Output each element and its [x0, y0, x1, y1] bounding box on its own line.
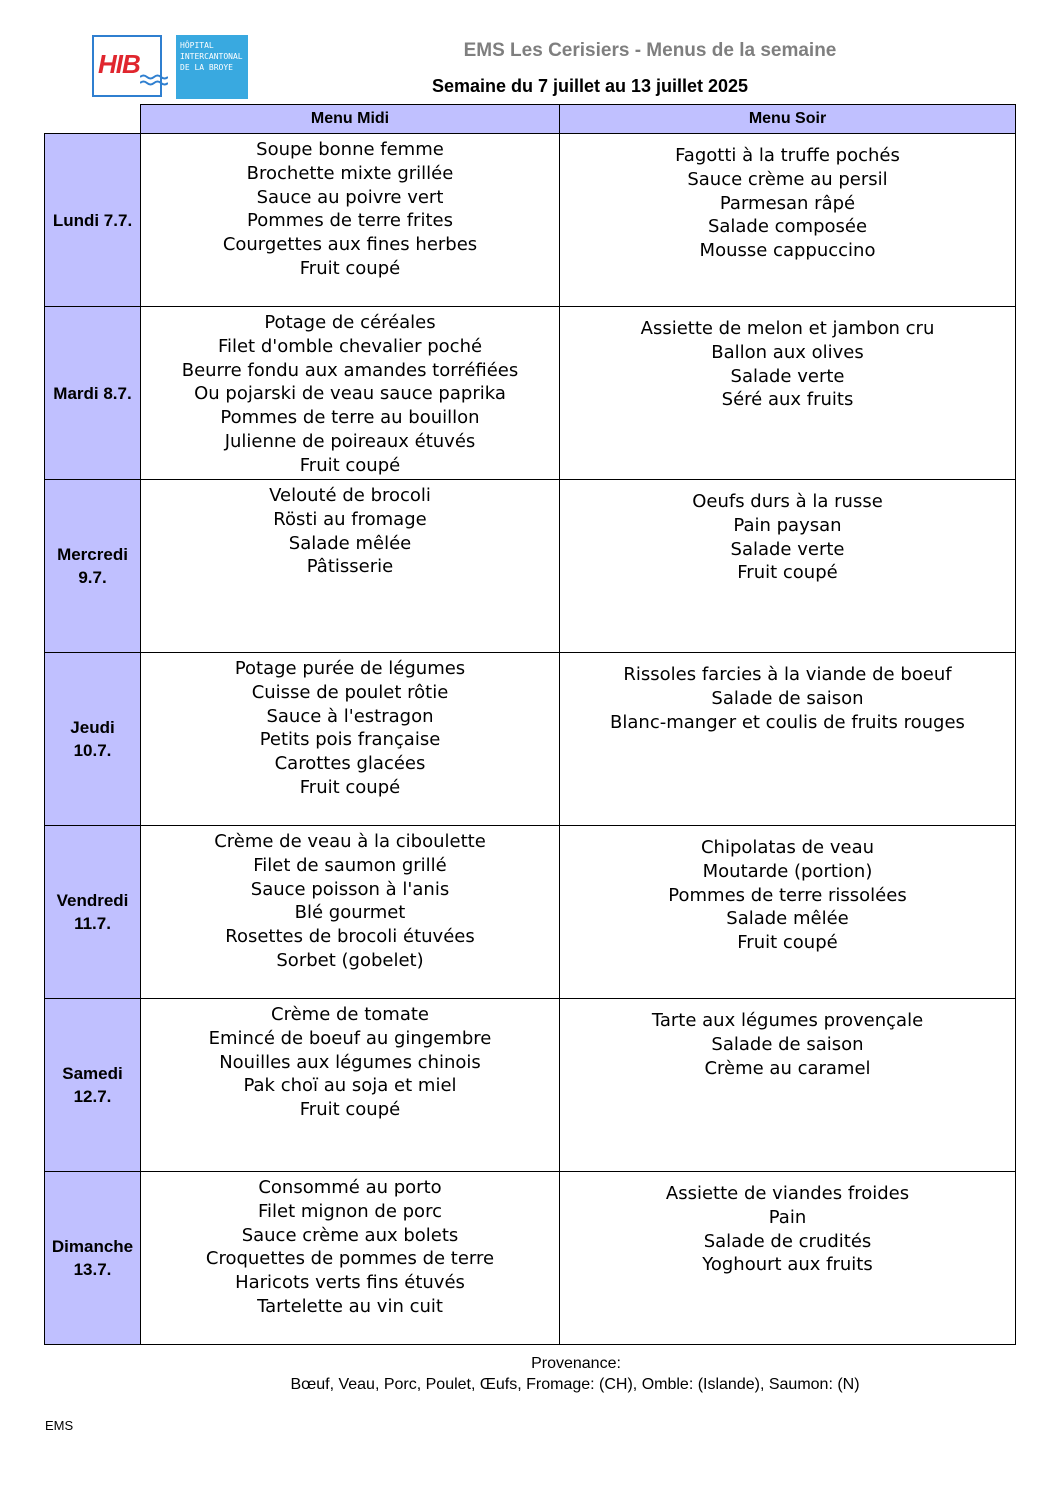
dish-item: Oeufs durs à la russe [692, 491, 883, 512]
dish-item: Sorbet (gobelet) [276, 949, 424, 971]
day-label-cell [45, 480, 141, 653]
menu-soir-list [560, 999, 1015, 1080]
dish-item: Croquettes de pommes de terre [205, 1248, 495, 1270]
day-label: 12.7. [73, 1087, 112, 1106]
day-label: Lundi 7.7. [52, 210, 133, 230]
menu-midi-cell [141, 307, 560, 480]
waves-icon [140, 73, 168, 87]
dish-item: Mousse cappuccino [699, 240, 876, 262]
dish-item: Filet d'omble chevalier poché [217, 335, 483, 357]
footer-text: EMS [45, 1418, 74, 1433]
day-label: 11.7. [74, 914, 111, 933]
hospital-name-block [176, 35, 248, 99]
dish-item: Salade de crudités [703, 1230, 872, 1252]
dish-item: Sauce à l'estragon [266, 705, 434, 727]
dish-item: Pommes de terre rissolées [668, 884, 907, 906]
dish-item: Assiette de melon et jambon cru [640, 318, 935, 339]
menu-soir-cell [560, 480, 1016, 653]
dish-item: Parmesan râpé [719, 192, 856, 214]
menu-table-body [45, 134, 1016, 1345]
dish-item: Sauce crème au persil [687, 168, 888, 190]
hospital-logo [92, 35, 248, 99]
table-row [45, 307, 1016, 480]
menu-midi-cell [141, 1172, 560, 1345]
dish-item: Potage de céréales [264, 312, 436, 333]
dish-item: Haricots verts fins étuvés [235, 1272, 465, 1294]
dish-item: Consommé au porto [258, 1177, 442, 1198]
week-subtitle: Semaine du 7 juillet au 13 juillet 2025 [431, 76, 749, 96]
dish-item: Sauce au poivre vert [256, 186, 444, 208]
menu-midi-list [141, 826, 559, 973]
table-row [45, 134, 1016, 307]
dish-item: Courgettes aux fines herbes [222, 234, 478, 256]
day-label: 10.7. [73, 741, 112, 760]
dish-item: Tarte aux légumes provençale [651, 1010, 924, 1031]
dish-item: Salade de saison [711, 1033, 864, 1055]
dish-item: Beurre fondu aux amandes torréfiées [181, 359, 519, 381]
column-header-soir: Menu Soir [560, 105, 1016, 134]
dish-item: Salade verte [730, 365, 845, 387]
dish-item: Pain paysan [733, 514, 842, 536]
dish-item: Pak choï au soja et miel [243, 1075, 457, 1097]
table-row [45, 826, 1016, 999]
dish-item: Crème au caramel [704, 1057, 871, 1079]
menu-midi-cell [141, 999, 560, 1172]
dish-item: Sauce poisson à l'anis [250, 878, 450, 900]
dish-item: Tartelette au vin cuit [257, 1295, 443, 1317]
dish-item: Cuisse de poulet rôtie [251, 681, 449, 703]
logo-line-2: INTERCANTONAL [180, 52, 243, 61]
table-header-row [45, 105, 1016, 134]
dish-item: Salade de saison [711, 687, 864, 709]
menu-soir-cell [560, 653, 1016, 826]
table-row [45, 653, 1016, 826]
dish-item: Fagotti à la truffe pochés [675, 145, 900, 166]
menu-soir-list [560, 480, 1015, 585]
day-label-cell [45, 134, 141, 307]
logo-line-3: DE LA BROYE [180, 63, 233, 72]
menu-soir-list [560, 307, 1015, 412]
dish-item: Fruit coupé [737, 932, 838, 954]
day-label: 13.7. [73, 1260, 112, 1279]
menu-soir-list [560, 134, 1015, 263]
menu-soir-list [560, 1172, 1015, 1277]
dish-item: Fruit coupé [299, 454, 401, 476]
menu-midi-list [141, 307, 559, 478]
dish-item: Blanc-manger et coulis de fruits rouges [610, 711, 965, 733]
dish-item: Petits pois française [259, 729, 441, 751]
dish-item: Emincé de boeuf au gingembre [208, 1027, 492, 1049]
corner-cell [45, 105, 141, 134]
dish-item: Soupe bonne femme [256, 139, 444, 160]
weekly-menu-table [44, 104, 1016, 1345]
dish-item: Salade composée [707, 216, 868, 238]
logo-line-1: HÔPITAL [180, 41, 214, 50]
dish-item: Chipolatas de veau [700, 837, 875, 858]
menu-midi-list [141, 999, 559, 1122]
dish-item: Salade verte [730, 538, 845, 560]
dish-item: Salade mêlée [726, 908, 849, 930]
menu-soir-cell [560, 307, 1016, 480]
dish-item: Fruit coupé [737, 562, 838, 584]
menu-soir-cell [560, 1172, 1016, 1345]
dish-item: Pâtisserie [306, 556, 394, 578]
dish-item: Rösti au fromage [273, 508, 427, 530]
dish-item: Fruit coupé [299, 776, 401, 798]
dish-item: Moutarde (portion) [702, 860, 873, 882]
dish-item: Sauce crème aux bolets [241, 1224, 459, 1246]
day-label-cell [45, 999, 141, 1172]
dish-item: Ballon aux olives [711, 341, 864, 363]
menu-midi-list [141, 1172, 559, 1319]
day-label: Vendredi [56, 891, 129, 910]
dish-item: Séré aux fruits [721, 389, 854, 411]
dish-item: Potage purée de légumes [234, 658, 466, 679]
menu-midi-list [141, 480, 559, 579]
day-label-cell [45, 307, 141, 480]
hib-letters: HIB [98, 49, 140, 79]
menu-midi-cell [141, 826, 560, 999]
dish-item: Blé gourmet [294, 902, 406, 924]
day-label: 9.7. [78, 568, 107, 587]
day-label: Mercredi [57, 545, 128, 564]
hib-mark [92, 35, 162, 97]
dish-item: Filet mignon de porc [258, 1200, 442, 1222]
column-header-midi: Menu Midi [141, 105, 560, 134]
day-label: Samedi [62, 1064, 123, 1083]
dish-item: Pommes de terre au bouillon [220, 407, 480, 429]
dish-item: Salade mêlée [288, 532, 412, 554]
day-label: Dimanche [51, 1237, 134, 1256]
dish-item: Pommes de terre frites [247, 210, 453, 232]
dish-item: Julienne de poireaux étuvés [224, 430, 476, 452]
day-label: Mardi 8.7. [53, 383, 132, 403]
menu-soir-cell [560, 826, 1016, 999]
day-label-cell [45, 653, 141, 826]
dish-item: Velouté de brocoli [269, 485, 431, 506]
dish-item: Crème de tomate [271, 1004, 429, 1025]
menu-soir-cell [560, 134, 1016, 307]
dish-item: Carottes glacées [274, 753, 426, 775]
dish-item: Rissoles farcies à la viande de boeuf [623, 664, 952, 685]
day-label-cell [45, 1172, 141, 1345]
page-title: EMS Les Cerisiers - Menus de la semaine [463, 40, 837, 61]
dish-item: Brochette mixte grillée [246, 162, 454, 184]
day-label-cell [45, 826, 141, 999]
menu-midi-cell [141, 134, 560, 307]
dish-item: Pain [768, 1206, 807, 1228]
menu-soir-list [560, 653, 1015, 734]
table-row [45, 480, 1016, 653]
dish-item: Assiette de viandes froides [665, 1183, 910, 1204]
dish-item: Ou pojarski de veau sauce paprika [194, 383, 506, 405]
dish-item: Yoghourt aux fruits [702, 1254, 873, 1276]
menu-midi-cell [141, 653, 560, 826]
day-label: Jeudi [70, 718, 115, 737]
provenance-text: Bœuf, Veau, Porc, Poulet, Œufs, Fromage: (CH), Omble: (Islande), Saumon: (N) [290, 1376, 860, 1393]
dish-item: Crème de veau à la ciboulette [214, 831, 486, 852]
dish-item: Fruit coupé [299, 257, 401, 279]
menu-soir-cell [560, 999, 1016, 1172]
table-row [45, 1172, 1016, 1345]
dish-item: Nouilles aux légumes chinois [219, 1051, 481, 1073]
menu-midi-list [141, 653, 559, 800]
provenance-label: Provenance: [531, 1355, 621, 1372]
table-row [45, 999, 1016, 1172]
dish-item: Filet de saumon grillé [253, 854, 447, 876]
menu-soir-list [560, 826, 1015, 955]
dish-item: Fruit coupé [299, 1099, 401, 1121]
dish-item: Rosettes de brocoli étuvées [225, 926, 475, 948]
menu-midi-list [141, 134, 559, 281]
menu-midi-cell [141, 480, 560, 653]
